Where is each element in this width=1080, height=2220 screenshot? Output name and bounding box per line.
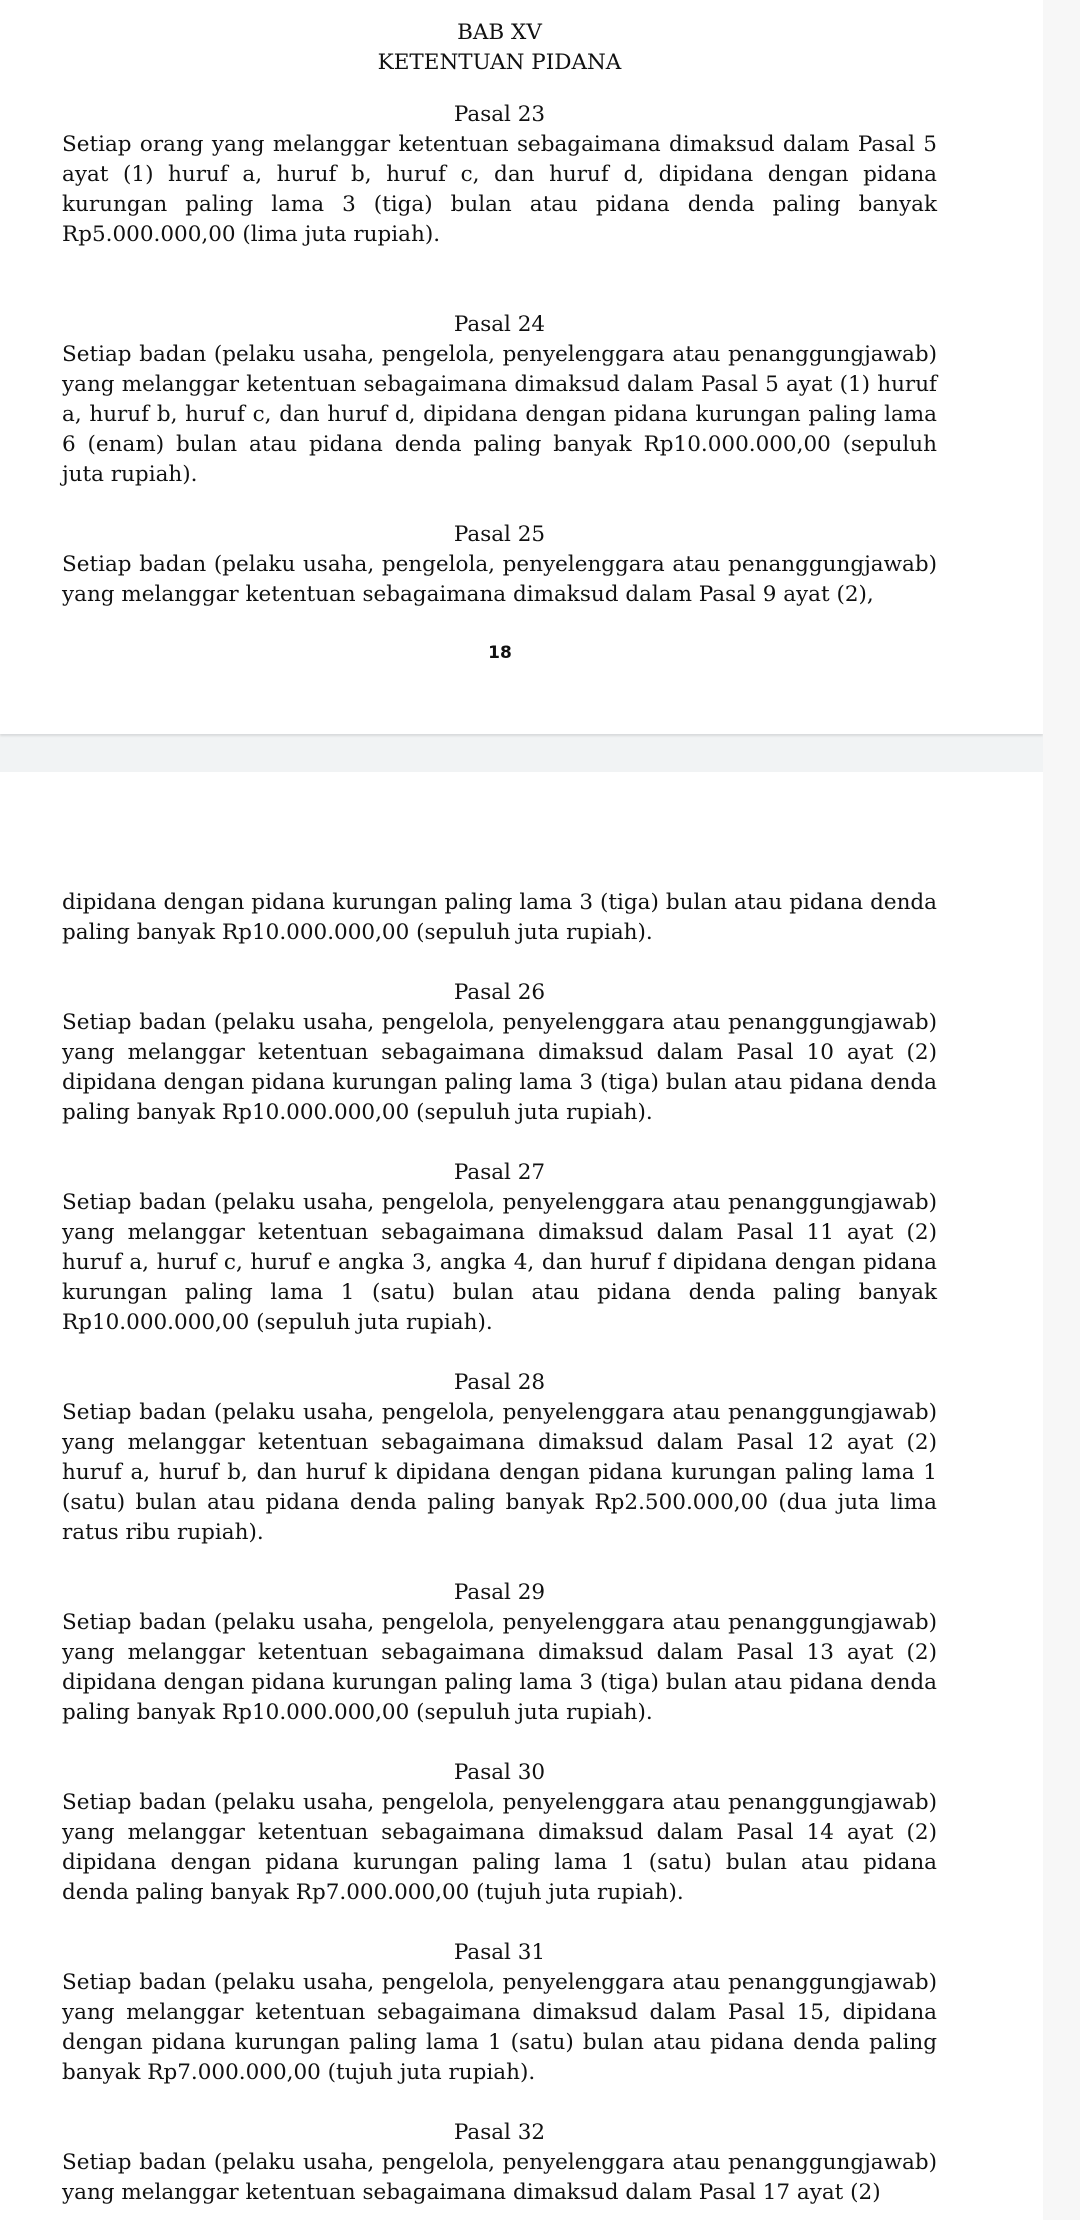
article-body: Setiap badan (pelaku usaha, pengelola, penyelenggara atau penanggungjawab) yang melanggar ketentuan sebagaimana dimaksud dalam Pasal 13 ayat (2) dipidana dengan pidana kurungan paling lama 3 (tiga) bulan atau pidana denda paling banyak Rp10.000.000,00 (sepuluh juta rupiah).	[62, 1610, 937, 1725]
article-29	[62, 1578, 937, 1728]
article-title: Pasal 23	[453, 102, 546, 127]
article-title: Pasal 27	[453, 1160, 546, 1185]
article-26	[62, 978, 937, 1128]
article-28	[62, 1368, 937, 1548]
article-31	[62, 1938, 937, 2088]
article-body: Setiap orang yang melanggar ketentuan sebagaimana dimaksud dalam Pasal 5 ayat (1) huruf a, huruf b, huruf c, dan huruf d, dipidana dengan pidana kurungan paling lama 3 (tiga) bulan atau pidana denda paling banyak Rp5.000.000,00 (lima juta rupiah).	[62, 132, 937, 247]
scrollbar-track[interactable]	[1043, 0, 1080, 2220]
article-title: Pasal 29	[453, 1580, 546, 1605]
article-body: Setiap badan (pelaku usaha, pengelola, penyelenggara atau penanggungjawab) yang melanggar ketentuan sebagaimana dimaksud dalam Pasal 14 ayat (2) dipidana dengan pidana kurungan paling lama 1 (satu) bulan atau pidana denda paling banyak Rp7.000.000,00 (tujuh juta rupiah).	[62, 1790, 937, 1905]
article-27	[62, 1158, 937, 1338]
article-body: Setiap badan (pelaku usaha, pengelola, penyelenggara atau penanggungjawab) yang melanggar ketentuan sebagaimana dimaksud dalam Pasal 15, dipidana dengan pidana kurungan paling lama 1 (satu) bulan atau pidana denda paling banyak Rp7.000.000,00 (tujuh juta rupiah).	[62, 1970, 937, 2085]
document-page-19	[0, 772, 1043, 2220]
article-body: Setiap badan (pelaku usaha, pengelola, penyelenggara atau penanggungjawab) yang melanggar ketentuan sebagaimana dimaksud dalam Pasal 11 ayat (2) huruf a, huruf c, huruf e angka 3, angka 4, dan huruf f dipidana dengan pidana kurungan paling lama 1 (satu) bulan atau pidana denda paling banyak Rp10.000.000,00 (sepuluh juta rupiah).	[62, 1190, 937, 1335]
article-title: Pasal 31	[453, 1940, 546, 1965]
page-number: 18	[488, 643, 512, 663]
article-24	[62, 310, 937, 490]
article-title: Pasal 26	[453, 980, 546, 1005]
article-body: Setiap badan (pelaku usaha, pengelola, penyelenggara atau penanggungjawab) yang melanggar ketentuan sebagaimana dimaksud dalam Pasal 12 ayat (2) huruf a, huruf b, dan huruf k dipidana dengan pidana kurungan paling lama 1 (satu) bulan atau pidana denda paling banyak Rp2.500.000,00 (dua juta lima ratus ribu rupiah).	[62, 1400, 937, 1545]
article-title: Pasal 32	[453, 2120, 546, 2145]
article-body: Setiap badan (pelaku usaha, pengelola, penyelenggara atau penanggungjawab) yang melanggar ketentuan sebagaimana dimaksud dalam Pasal 9 ayat (2),	[62, 552, 937, 607]
document-page-18	[0, 0, 1043, 734]
article-title: Pasal 30	[453, 1760, 546, 1785]
article-body: Setiap badan (pelaku usaha, pengelola, penyelenggara atau penanggungjawab) yang melanggar ketentuan sebagaimana dimaksud dalam Pasal 10 ayat (2) dipidana dengan pidana kurungan paling lama 3 (tiga) bulan atau pidana denda paling banyak Rp10.000.000,00 (sepuluh juta rupiah).	[62, 1010, 937, 1125]
chapter-title: KETENTUAN PIDANA	[377, 50, 622, 75]
article-25	[62, 520, 937, 610]
chapter-number: BAB XV	[457, 20, 542, 45]
article-25-continued: dipidana dengan pidana kurungan paling lama 3 (tiga) bulan atau pidana denda paling banyak Rp10.000.000,00 (sepuluh juta rupiah).	[62, 890, 937, 945]
article-30	[62, 1758, 937, 1908]
article-title: Pasal 24	[453, 312, 546, 337]
article-32	[62, 2118, 937, 2208]
article-23	[62, 100, 937, 250]
heading-spacer	[62, 78, 937, 100]
article-title: Pasal 25	[453, 522, 546, 547]
article-title: Pasal 28	[453, 1370, 546, 1395]
article-body: Setiap badan (pelaku usaha, pengelola, penyelenggara atau penanggungjawab) yang melanggar ketentuan sebagaimana dimaksud dalam Pasal 5 ayat (1) huruf a, huruf b, huruf c, dan huruf d, dipidana dengan pidana kurungan paling lama 6 (enam) bulan atau pidana denda paling banyak Rp10.000.000,00 (sepuluh juta rupiah).	[62, 342, 937, 487]
article-body: Setiap badan (pelaku usaha, pengelola, penyelenggara atau penanggungjawab) yang melanggar ketentuan sebagaimana dimaksud dalam Pasal 17 ayat (2)	[62, 2150, 937, 2205]
